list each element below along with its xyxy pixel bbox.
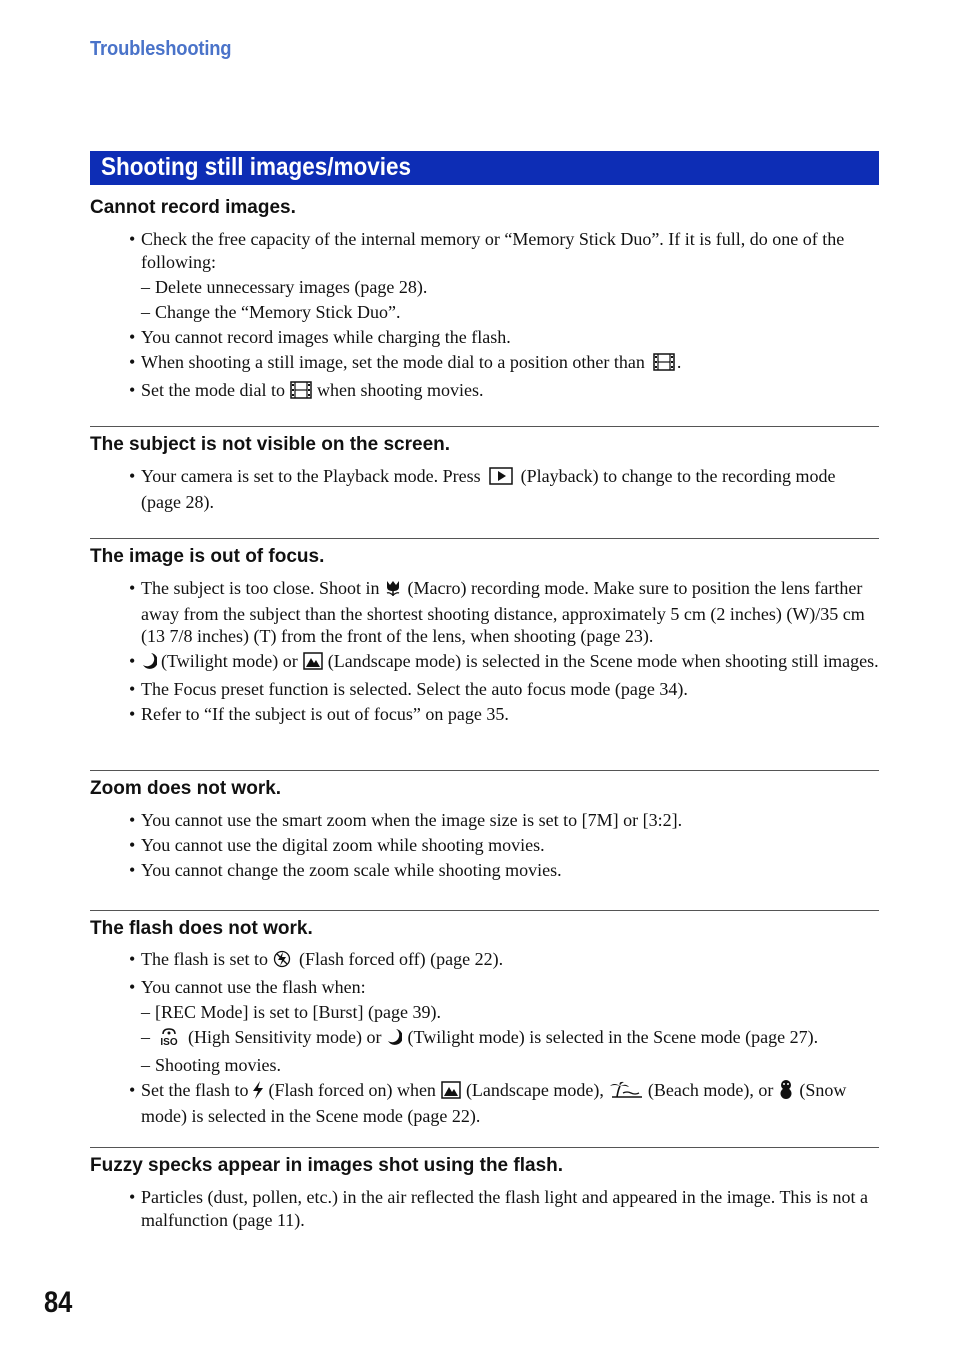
section-flash: [90, 918, 879, 1130]
section-heading: Cannot record images.: [90, 197, 296, 218]
high-sensitivity-iso-icon: [158, 1028, 180, 1052]
list-item: • You cannot change the zoom scale while shooting movies.: [90, 859, 879, 882]
landscape-icon: [303, 652, 323, 676]
list-item: • Set the mode dial to when shooting movies.: [90, 379, 879, 405]
section-subject-not-visible: [90, 434, 879, 516]
section-fuzzy-specks: [90, 1155, 879, 1234]
section-heading: The flash does not work.: [90, 918, 313, 939]
list-item: • You cannot use the flash when:: [90, 976, 879, 999]
divider: [90, 910, 879, 911]
section-header: Troubleshooting: [90, 38, 232, 60]
list-item: • When shooting a still image, set the mode dial to a position other than .: [90, 351, 879, 377]
divider: [90, 426, 879, 427]
section-zoom: [90, 778, 879, 884]
flash-off-icon: [273, 950, 291, 974]
list-item: • Particles (dust, pollen, etc.) in the air reflected the flash light and appeared in the image. This is not a malfunction (page 11).: [90, 1186, 879, 1231]
list-item: – ISO (High Sensitivity mode) or (Twilight mode) is selected in the Scene mode (page 27).: [90, 1026, 879, 1052]
list-item: • The Focus preset function is selected. Select the auto focus mode (page 34).: [90, 678, 879, 701]
landscape-icon: [441, 1081, 461, 1105]
list-item: • You cannot record images while charging the flash.: [90, 326, 879, 349]
section-heading: The image is out of focus.: [90, 546, 325, 567]
snowman-icon: [777, 1079, 795, 1105]
list-item: • Refer to “If the subject is out of focus” on page 35.: [90, 703, 879, 726]
list-item: • You cannot use the digital zoom while shooting movies.: [90, 834, 879, 857]
title-bar: [90, 151, 879, 185]
list-item: • The flash is set to (Flash forced off) (page 22).: [90, 948, 879, 974]
list-item: – Delete unnecessary images (page 28).: [90, 276, 879, 299]
page-number: 84: [44, 1286, 73, 1319]
beach-palm-icon: [609, 1081, 643, 1105]
list-item: • Check the free capacity of the internal memory or “Memory Stick Duo”. If it is full, do one of the following:: [90, 228, 879, 273]
movie-film-icon: [290, 381, 312, 405]
divider: [90, 1147, 879, 1148]
section-cannot-record: [90, 197, 879, 407]
flash-on-icon: [252, 1081, 264, 1105]
section-heading: Zoom does not work.: [90, 778, 282, 799]
list-item: – [REC Mode] is set to [Burst] (page 39).: [90, 1001, 879, 1024]
list-item: • Set the flash to (Flash forced on) when (Landscape mode), (Beach mode), or (Snow mode) is selected in the Scene mode (page 22).: [90, 1079, 879, 1127]
macro-tulip-icon: [384, 579, 402, 603]
movie-film-icon: [653, 353, 675, 377]
list-item: • You cannot use the smart zoom when the image size is set to [7M] or [3:2].: [90, 809, 879, 832]
section-heading: The subject is not visible on the screen.: [90, 434, 451, 455]
section-out-of-focus: [90, 546, 879, 728]
section-heading: Fuzzy specks appear in images shot using the flash.: [90, 1155, 564, 1176]
page-title: Shooting still images/movies: [101, 153, 412, 181]
twilight-moon-icon: [386, 1028, 402, 1052]
list-item: • The subject is too close. Shoot in (Macro) recording mode. Make sure to position the lens farther away from the subject than the shortest shooting distance, approximately 5 cm (2 inches) (W)/35 cm (13 7/8 inches) (T) from the front of the lens, when shooting (page 23).: [90, 577, 879, 648]
svg-text:ISO: – ISO: [160, 1037, 178, 1046]
playback-icon: [489, 467, 513, 491]
list-item: – Shooting movies.: [90, 1054, 879, 1077]
list-item: • Your camera is set to the Playback mode. Press (Playback) to change to the recording mode (page 28).: [90, 465, 879, 513]
twilight-moon-icon: [141, 652, 157, 676]
divider: [90, 770, 879, 771]
list-item: • (Twilight mode) or (Landscape mode) is selected in the Scene mode when shooting still images.: [90, 650, 879, 676]
divider: [90, 538, 879, 539]
list-item: – Change the “Memory Stick Duo”.: [90, 301, 879, 324]
